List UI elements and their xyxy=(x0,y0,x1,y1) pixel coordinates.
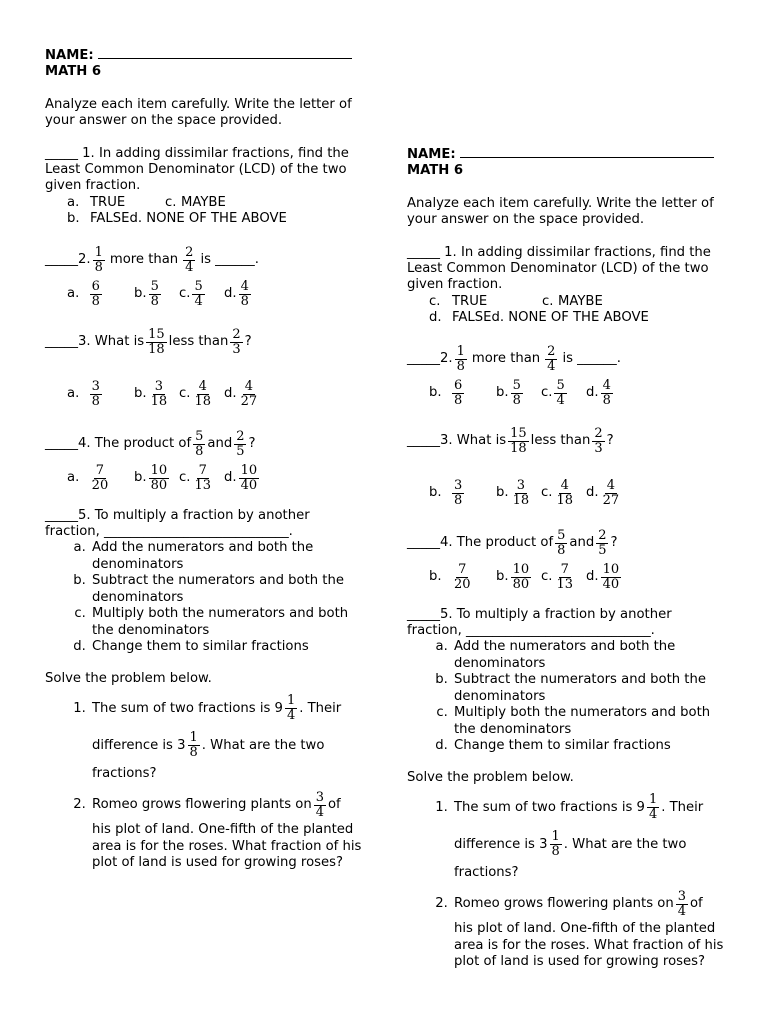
question-2: _____2. $\frac{1}{8}$ more than $\frac{2}{4}$ is ______. xyxy=(45,245,259,276)
question-5: _____5. To multiply a fraction by another fraction, ____________________________. xyxy=(45,507,310,540)
question-1 xyxy=(45,146,363,195)
q2-choices: b. $\frac{6}{8}$ b. $\frac{5}{8}$ c. $\frac{5}{4}$ d. $\frac{4}{8}$ xyxy=(429,378,611,409)
list-item: b. Subtract the numerators and both the denominators xyxy=(452,672,725,705)
choice-d: $\frac{4}{27}$ xyxy=(602,478,620,509)
name-line xyxy=(407,145,725,163)
choice-d: $\frac{10}{40}$ xyxy=(602,562,620,593)
q5-options xyxy=(45,540,363,655)
worksheet-right xyxy=(407,145,725,969)
q5-options xyxy=(407,639,725,754)
name-label: NAME: xyxy=(407,147,456,162)
option-false: FALSE xyxy=(452,310,492,326)
fraction: $\frac{5}{8}$ xyxy=(195,429,204,460)
fraction: $\frac{5}{8}$ xyxy=(557,528,566,559)
subject-title: MATH 6 xyxy=(407,163,464,179)
choice-d: $\frac{4}{27}$ xyxy=(240,379,258,410)
choice-a: $\frac{6}{8}$ xyxy=(91,279,100,310)
q4-choices: a. $\frac{7}{20}$ b. $\frac{10}{80}$ c. $\frac{7}{13}$ d. $\frac{10}{40}$ xyxy=(67,463,258,494)
choice-d: $\frac{4}{8}$ xyxy=(602,378,611,409)
name-field[interactable] xyxy=(98,46,352,59)
option-maybe: MAYBE xyxy=(558,293,603,309)
option-none: d. NONE OF THE ABOVE xyxy=(129,211,287,227)
q2-choices: a. $\frac{6}{8}$ b. $\frac{5}{8}$ c. $\frac{5}{4}$ d. $\frac{4}{8}$ xyxy=(67,279,249,310)
choice-b: $\frac{3}{18}$ xyxy=(512,478,530,509)
problem-2: 2. Romeo grows flowering plants on $\frac{3}{4}$ of his plot of land. One-fifth of the planted area is for the roses. What fraction of his plot of land is used for growing roses? xyxy=(90,788,363,871)
question-text: 1. In adding dissimilar fractions, find the Least Common Denominator (LCD) of the two given fraction. xyxy=(407,244,711,293)
option-false: FALSE xyxy=(90,211,130,227)
name-field[interactable] xyxy=(460,145,714,158)
fraction: $\frac{15}{18}$ xyxy=(510,426,527,457)
option-true: TRUE xyxy=(90,194,126,210)
choice-c: $\frac{4}{18}$ xyxy=(556,478,573,509)
list-item: a. Add the numerators and both the denominators xyxy=(452,639,725,672)
question-2: _____2. $\frac{1}{8}$ more than $\frac{2}{4}$ is ______. xyxy=(407,344,621,375)
option-maybe: MAYBE xyxy=(181,194,226,210)
subject-title: MATH 6 xyxy=(45,64,102,80)
question-prefix: _____3. What is xyxy=(407,433,507,449)
list-item: d. Change them to similar fractions xyxy=(90,639,363,655)
q3-choices: a. $\frac{3}{8}$ b. $\frac{3}{18}$ c. $\frac{4}{18}$ d. $\frac{4}{27}$ xyxy=(67,379,258,410)
q4-choices: b. $\frac{7}{20}$ b. $\frac{10}{80}$ c. $\frac{7}{13}$ d. $\frac{10}{40}$ xyxy=(429,562,620,593)
question-prefix: _____2. xyxy=(407,351,453,367)
question-3: _____3. What is $\frac{15}{18}$ less than $\frac{2}{3}$ ? xyxy=(407,426,614,457)
problem-1: 1. The sum of two fractions is 9 $\frac{1}{4}$ . Their difference is 3 $\frac{1}{8}$ . What are the two fractions? xyxy=(90,692,363,782)
answer-blank: _____ xyxy=(45,145,78,161)
name-label: NAME: xyxy=(45,48,94,63)
instructions: Analyze each item carefully. Write the letter of your answer on the space provided. xyxy=(407,195,714,228)
choice-b: $\frac{5}{8}$ xyxy=(150,279,159,310)
fraction: $\frac{2}{4}$ xyxy=(547,344,556,375)
list-item: a. Add the numerators and both the denominators xyxy=(90,540,363,573)
choice-a: $\frac{6}{8}$ xyxy=(453,378,463,409)
question-1 xyxy=(407,245,725,294)
choice-b: $\frac{10}{80}$ xyxy=(512,562,530,593)
choice-a: $\frac{7}{20}$ xyxy=(453,562,471,593)
question-prefix: _____3. What is xyxy=(45,334,145,350)
choice-d: $\frac{4}{8}$ xyxy=(240,279,249,310)
choice-c: $\frac{5}{4}$ xyxy=(194,279,203,310)
choice-d: $\frac{10}{40}$ xyxy=(240,463,258,494)
choice-b: $\frac{5}{8}$ xyxy=(512,378,521,409)
choice-b: $\frac{10}{80}$ xyxy=(150,463,168,494)
fraction: $\frac{1}{8}$ xyxy=(94,245,103,276)
choice-c: $\frac{7}{13}$ xyxy=(556,562,573,593)
fraction: $\frac{2}{4}$ xyxy=(185,245,194,276)
q1-options-row-2: b. FALSEd. NONE OF THE ABOVE xyxy=(67,211,287,227)
problem-1: 1. The sum of two fractions is 9 $\frac{1}{4}$ . Their difference is 3 $\frac{1}{8}$ . What are the two fractions? xyxy=(452,791,725,881)
fraction: $\frac{2}{3}$ xyxy=(594,426,603,457)
fraction: $\frac{15}{18}$ xyxy=(148,327,165,358)
question-3: _____3. What is $\frac{15}{18}$ less than $\frac{2}{3}$ ? xyxy=(45,327,252,358)
q1-options-row-2: d. FALSEd. NONE OF THE ABOVE xyxy=(429,310,649,326)
q1-options-row-1: a. TRUE c. MAYBE xyxy=(67,194,226,210)
question-5: _____5. To multiply a fraction by another fraction, ____________________________. xyxy=(407,606,672,639)
question-text: 1. In adding dissimilar fractions, find the Least Common Denominator (LCD) of the two given fraction. xyxy=(45,145,349,194)
list-item: b. Subtract the numerators and both the denominators xyxy=(90,573,363,606)
list-item: c. Multiply both the numerators and both the denominators xyxy=(452,705,725,738)
solve-heading: Solve the problem below. xyxy=(45,671,212,687)
solve-heading: Solve the problem below. xyxy=(407,770,574,786)
instructions: Analyze each item carefully. Write the letter of your answer on the space provided. xyxy=(45,96,352,129)
worksheet-left xyxy=(45,46,363,871)
choice-c: $\frac{4}{18}$ xyxy=(194,379,211,410)
q1-options-row-1: c. TRUE c. MAYBE xyxy=(429,293,603,309)
problem-2: 2. Romeo grows flowering plants on $\frac{3}{4}$ of his plot of land. One-fifth of the planted area is for the roses. What fraction of his plot of land is used for growing roses? xyxy=(452,887,725,970)
choice-a: $\frac{3}{8}$ xyxy=(91,379,100,410)
fraction: $\frac{2}{3}$ xyxy=(232,327,241,358)
choice-a: $\frac{3}{8}$ xyxy=(453,478,463,509)
fraction: $\frac{1}{8}$ xyxy=(456,344,465,375)
choice-a: $\frac{7}{20}$ xyxy=(91,463,109,494)
question-prefix: _____2. xyxy=(45,252,91,268)
question-prefix: _____4. The product of xyxy=(407,535,554,551)
q3-choices: b. $\frac{3}{8}$ b. $\frac{3}{18}$ c. $\frac{4}{18}$ d. $\frac{4}{27}$ xyxy=(429,478,620,509)
option-true: TRUE xyxy=(452,293,488,309)
question-prefix: _____4. The product of xyxy=(45,436,192,452)
list-item: c. Multiply both the numerators and both the denominators xyxy=(90,606,363,639)
problem-list xyxy=(407,791,725,969)
option-none: d. NONE OF THE ABOVE xyxy=(491,310,649,326)
choice-c: $\frac{5}{4}$ xyxy=(556,378,565,409)
answer-blank: _____ xyxy=(407,244,440,260)
question-4: _____4. The product of $\frac{5}{8}$ and $\frac{2}{5}$ ? xyxy=(407,528,618,559)
choice-c: $\frac{7}{13}$ xyxy=(194,463,211,494)
question-4: _____4. The product of $\frac{5}{8}$ and $\frac{2}{5}$ ? xyxy=(45,429,256,460)
fraction: $\frac{2}{5}$ xyxy=(598,528,607,559)
choice-b: $\frac{3}{18}$ xyxy=(150,379,168,410)
problem-list xyxy=(45,692,363,872)
name-line xyxy=(45,46,363,64)
list-item: d. Change them to similar fractions xyxy=(452,738,725,754)
fraction: $\frac{2}{5}$ xyxy=(236,429,245,460)
